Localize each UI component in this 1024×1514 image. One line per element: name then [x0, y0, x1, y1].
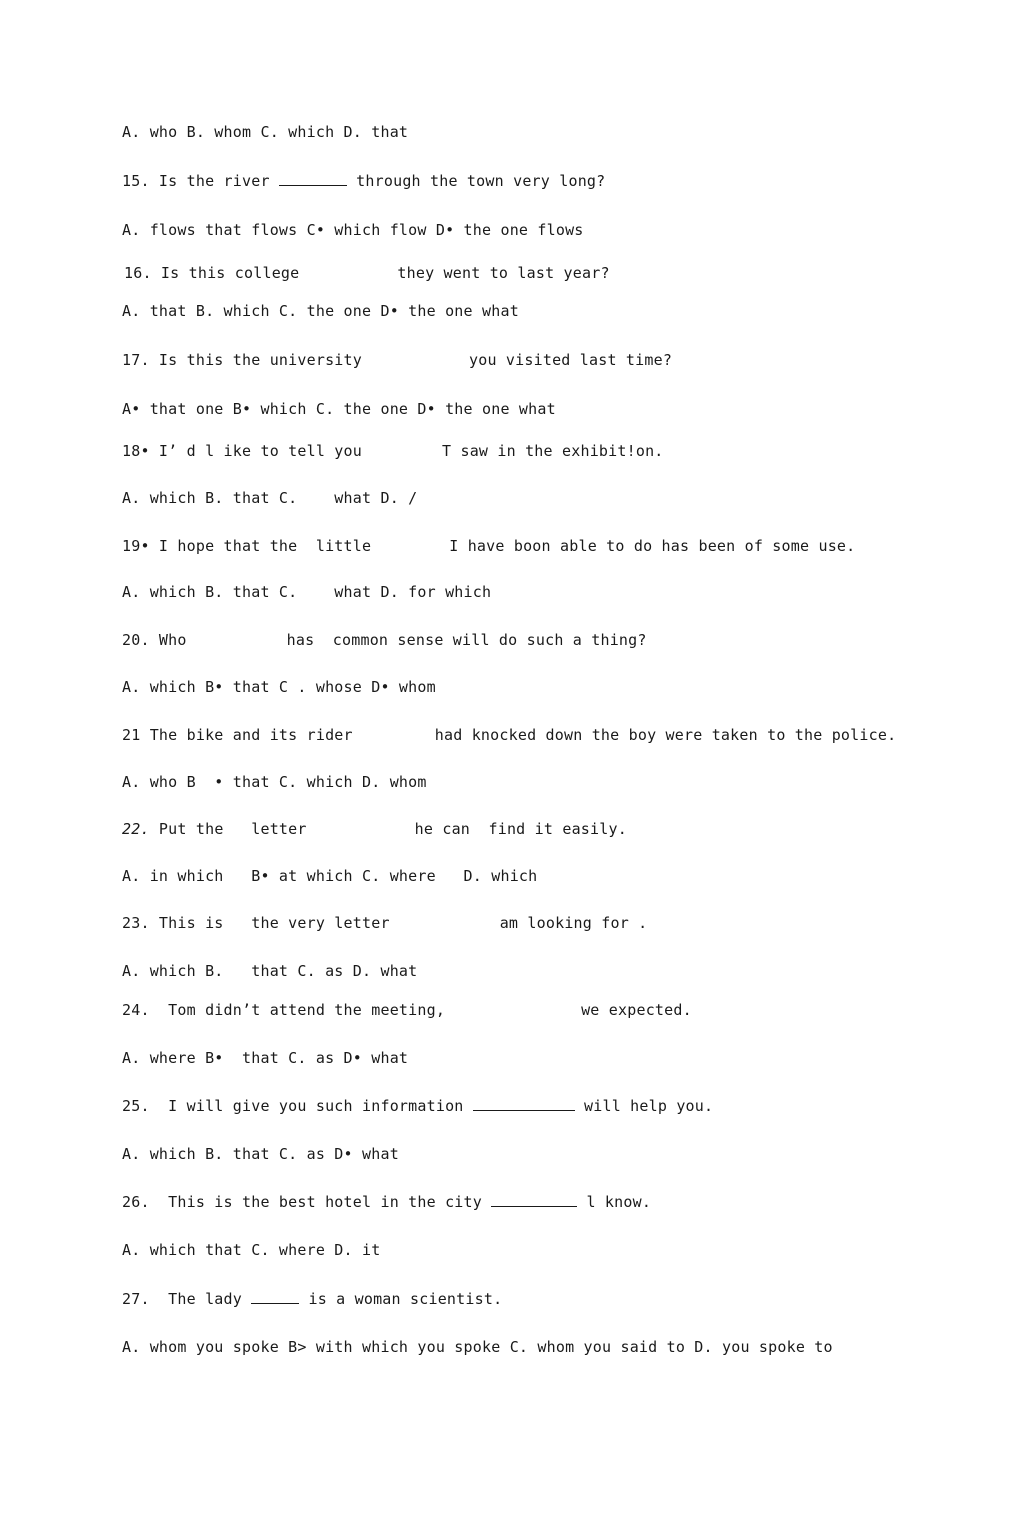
question-26-end: l know. — [577, 1193, 652, 1211]
options-27-text: A. whom you spoke B> with which you spoke C. whom you said to D. you spoke to — [122, 1338, 833, 1356]
options-18 — [122, 488, 417, 508]
question-25 — [122, 1096, 713, 1116]
question-22-end: he can find it easily. — [414, 820, 627, 838]
question-20-start: 20. Who — [122, 631, 187, 649]
options-18-text: A. which B. that C. what D. / — [122, 489, 418, 507]
options-27 — [122, 1337, 833, 1357]
options-21 — [122, 772, 427, 792]
question-17-end: you visited last time? — [469, 351, 673, 369]
question-19-start: 19• I hope that the little — [122, 537, 372, 555]
options-15 — [122, 220, 584, 240]
options-19 — [122, 582, 491, 602]
options-24 — [122, 1048, 408, 1068]
question-21-start: 21 The bike and its rider — [122, 726, 353, 744]
question-23 — [122, 913, 647, 933]
question-27 — [122, 1289, 502, 1309]
options-17 — [122, 399, 556, 419]
question-24 — [122, 1000, 692, 1020]
options-15-text: A. flows that flows C• which flow D• the one flows — [122, 221, 584, 239]
question-19-end: I have boon able to do has been of some use. — [449, 537, 856, 555]
question-19 — [122, 536, 855, 556]
question-17 — [122, 350, 672, 370]
question-27-blank — [251, 1289, 299, 1304]
question-18 — [122, 441, 664, 461]
options-22-text: A. in which B• at which C. where D. which — [122, 867, 538, 885]
question-25-blank — [473, 1096, 575, 1111]
question-18-start: 18• I’ d l ike to tell you — [122, 442, 362, 460]
question-21-end: had knocked down the boy were taken to the police. — [434, 726, 897, 744]
options-14 — [122, 122, 408, 142]
options-26 — [122, 1240, 380, 1260]
options-21-text: A. who B • that C. which D. whom — [122, 773, 427, 791]
question-23-end: am looking for . — [499, 914, 648, 932]
question-20 — [122, 630, 647, 650]
question-15 — [122, 171, 605, 191]
question-22 — [122, 819, 627, 839]
options-20-text: A. which B• that C . whose D• whom — [122, 678, 436, 696]
options-19-text: A. which B. that C. what D. for which — [122, 583, 492, 601]
question-23-start: 23. This is the very letter — [122, 914, 390, 932]
options-25-text: A. which B. that C. as D• what — [122, 1145, 399, 1163]
question-21 — [122, 725, 896, 745]
options-17-text: A• that one B• which C. the one D• the one what — [122, 400, 556, 418]
question-26-blank — [491, 1192, 577, 1207]
options-25 — [122, 1144, 399, 1164]
options-16-text: A. that B. which C. the one D• the one what — [122, 302, 519, 320]
options-26-text: A. which that C. where D. it — [122, 1241, 381, 1259]
question-27-start: 27. The lady — [122, 1290, 252, 1308]
question-15-blank — [279, 171, 347, 186]
question-24-end: we expected. — [581, 1001, 692, 1019]
question-25-start: 25. I will give you such information — [122, 1097, 473, 1115]
options-22 — [122, 866, 537, 886]
question-16-end: they went to last year? — [397, 264, 610, 282]
question-15-end: through the town very long? — [346, 172, 606, 190]
options-24-text: A. where B• that C. as D• what — [122, 1049, 409, 1067]
question-25-end: will help you. — [574, 1097, 714, 1115]
question-16-start: 16. Is this college — [124, 264, 300, 282]
question-16 — [124, 263, 610, 283]
question-17-start: 17. Is this the university — [122, 351, 362, 369]
question-20-end: has common sense will do such a thing? — [286, 631, 647, 649]
question-26-start: 26. This is the best hotel in the city — [122, 1193, 492, 1211]
question-26 — [122, 1192, 651, 1212]
options-14-text: A. who B. whom C. which D. that — [122, 123, 409, 141]
question-22-number: 22. — [122, 820, 150, 838]
question-15-start: 15. Is the river — [122, 172, 279, 190]
question-24-start: 24. Tom didn’t attend the meeting, — [122, 1001, 446, 1019]
options-16 — [122, 301, 519, 321]
options-20 — [122, 677, 436, 697]
question-18-end: T saw in the exhibit!on. — [442, 442, 664, 460]
options-23-text: A. which B. that C. as D. what — [122, 962, 418, 980]
question-27-end: is a woman scientist. — [299, 1290, 503, 1308]
question-22-start: Put the letter — [149, 820, 307, 838]
options-23 — [122, 961, 417, 981]
